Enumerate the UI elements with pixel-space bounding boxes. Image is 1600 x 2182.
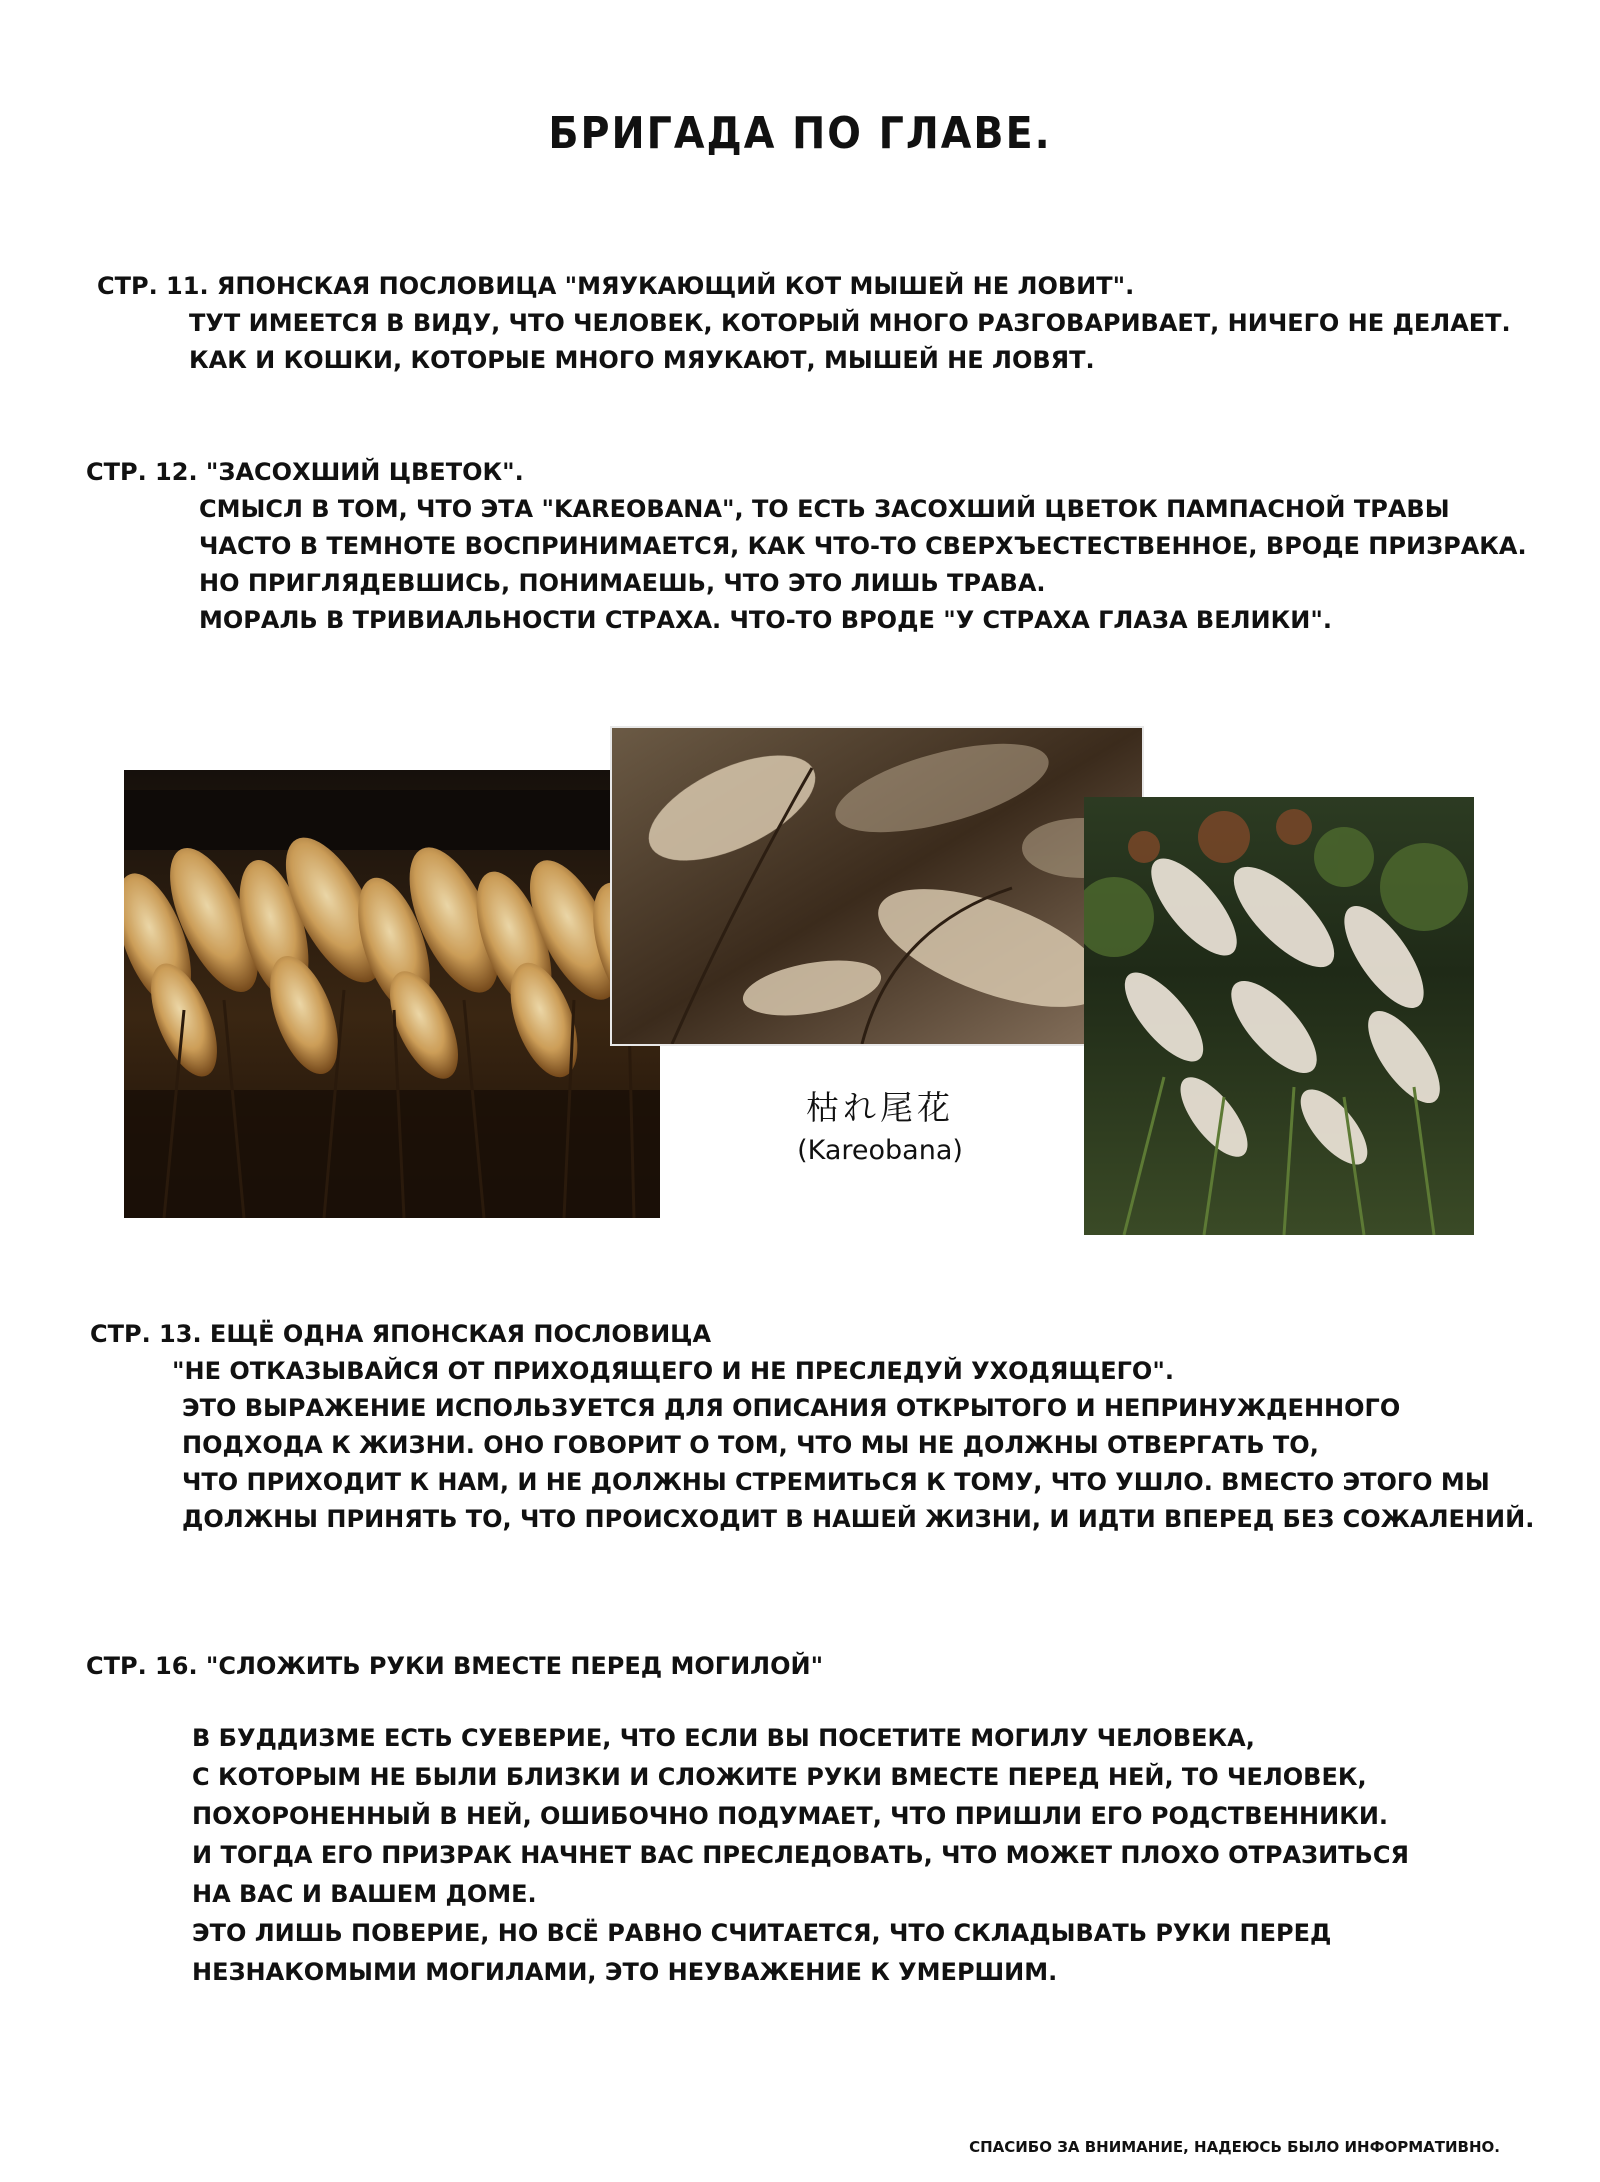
note-line: МОРАЛЬ В ТРИВИАЛЬНОСТИ СТРАХА. ЧТО-ТО ВРОДЕ "У СТРАХА ГЛАЗА ВЕЛИКИ". xyxy=(199,606,1332,634)
note-heading: СТР. 11. ЯПОНСКАЯ ПОСЛОВИЦА "МЯУКАЮЩИЙ КОТ МЫШЕЙ НЕ ЛОВИТ". xyxy=(97,272,1135,300)
caption-romaji: (Kareobana) xyxy=(797,1135,963,1166)
note-page-16 xyxy=(86,1648,1409,1992)
note-page-11 xyxy=(97,268,1511,379)
note-line: ЭТО ВЫРАЖЕНИЕ ИСПОЛЬЗУЕТСЯ ДЛЯ ОПИСАНИЯ ОТКРЫТОГО И НЕПРИНУЖДЕННОГО xyxy=(182,1394,1401,1422)
note-line: "НЕ ОТКАЗЫВАЙСЯ ОТ ПРИХОДЯЩЕГО И НЕ ПРЕСЛЕДУЙ УХОДЯЩЕГО". xyxy=(172,1357,1174,1385)
note-page-13 xyxy=(90,1316,1534,1538)
note-body xyxy=(189,305,1511,379)
pampas-grass-photo-white xyxy=(1084,797,1474,1235)
note-line: ЧАСТО В ТЕМНОТЕ ВОСПРИНИМАЕТСЯ, КАК ЧТО-ТО СВЕРХЪЕСТЕСТВЕННОЕ, ВРОДЕ ПРИЗРАКА. xyxy=(199,532,1527,560)
note-line: СМЫСЛ В ТОМ, ЧТО ЭТА "KAREOBANA", ТО ЕСТЬ ЗАСОХШИЙ ЦВЕТОК ПАМПАСНОЙ ТРАВЫ xyxy=(199,495,1450,523)
note-line: ПОДХОДА К ЖИЗНИ. ОНО ГОВОРИТ О ТОМ, ЧТО МЫ НЕ ДОЛЖНЫ ОТВЕРГАТЬ ТО, xyxy=(182,1431,1319,1459)
note-body xyxy=(192,1719,1409,1992)
note-heading: СТР. 16. "СЛОЖИТЬ РУКИ ВМЕСТЕ ПЕРЕД МОГИЛОЙ" xyxy=(86,1652,824,1680)
note-line: КАК И КОШКИ, КОТОРЫЕ МНОГО МЯУКАЮТ, МЫШЕЙ НЕ ЛОВЯТ. xyxy=(189,346,1095,374)
note-line: В БУДДИЗМЕ ЕСТЬ СУЕВЕРИЕ, ЧТО ЕСЛИ ВЫ ПОСЕТИТЕ МОГИЛУ ЧЕЛОВЕКА, xyxy=(192,1724,1255,1752)
note-line: ЭТО ЛИШЬ ПОВЕРИЕ, НО ВСЁ РАВНО СЧИТАЕТСЯ, ЧТО СКЛАДЫВАТЬ РУКИ ПЕРЕД xyxy=(192,1919,1332,1947)
footer-note: СПАСИБО ЗА ВНИМАНИЕ, НАДЕЮСЬ БЫЛО ИНФОРМАТИВНО. xyxy=(969,2138,1500,2156)
pampas-grass-photo-golden xyxy=(124,770,660,1218)
page-title: БРИГАДА ПО ГЛАВЕ. xyxy=(548,108,1052,159)
pampas-grass-photo-closeup xyxy=(610,726,1144,1046)
note-line: С КОТОРЫМ НЕ БЫЛИ БЛИЗКИ И СЛОЖИТЕ РУКИ ВМЕСТЕ ПЕРЕД НЕЙ, ТО ЧЕЛОВЕК, xyxy=(192,1763,1367,1791)
note-line: НЕЗНАКОМЫМИ МОГИЛАМИ, ЭТО НЕУВАЖЕНИЕ К УМЕРШИМ. xyxy=(192,1958,1058,1986)
note-line: ДОЛЖНЫ ПРИНЯТЬ ТО, ЧТО ПРОИСХОДИТ В НАШЕЙ ЖИЗНИ, И ИДТИ ВПЕРЕД БЕЗ СОЖАЛЕНИЙ. xyxy=(182,1505,1535,1533)
note-line: НО ПРИГЛЯДЕВШИСЬ, ПОНИМАЕШЬ, ЧТО ЭТО ЛИШЬ ТРАВА. xyxy=(199,569,1046,597)
note-line: ТУТ ИМЕЕТСЯ В ВИДУ, ЧТО ЧЕЛОВЕК, КОТОРЫЙ МНОГО РАЗГОВАРИВАЕТ, НИЧЕГО НЕ ДЕЛАЕТ. xyxy=(189,309,1511,337)
note-page-12 xyxy=(86,454,1527,639)
note-heading: СТР. 13. ЕЩЁ ОДНА ЯПОНСКАЯ ПОСЛОВИЦА xyxy=(90,1320,712,1348)
note-line: И ТОГДА ЕГО ПРИЗРАК НАЧНЕТ ВАС ПРЕСЛЕДОВАТЬ, ЧТО МОЖЕТ ПЛОХО ОТРАЗИТЬСЯ xyxy=(192,1841,1409,1869)
note-line: ПОХОРОНЕННЫЙ В НЕЙ, ОШИБОЧНО ПОДУМАЕТ, ЧТО ПРИШЛИ ЕГО РОДСТВЕННИКИ. xyxy=(192,1802,1389,1830)
note-line: ЧТО ПРИХОДИТ К НАМ, И НЕ ДОЛЖНЫ СТРЕМИТЬСЯ К ТОМУ, ЧТО УШЛО. ВМЕСТО ЭТОГО МЫ xyxy=(182,1468,1490,1496)
note-line: НА ВАС И ВАШЕМ ДОМЕ. xyxy=(192,1880,537,1908)
caption-japanese: 枯れ尾花 xyxy=(806,1088,954,1127)
photo-caption xyxy=(760,1082,1000,1166)
note-body xyxy=(199,491,1527,639)
note-body xyxy=(172,1353,1535,1538)
note-heading: СТР. 12. "ЗАСОХШИЙ ЦВЕТОК". xyxy=(86,458,524,486)
